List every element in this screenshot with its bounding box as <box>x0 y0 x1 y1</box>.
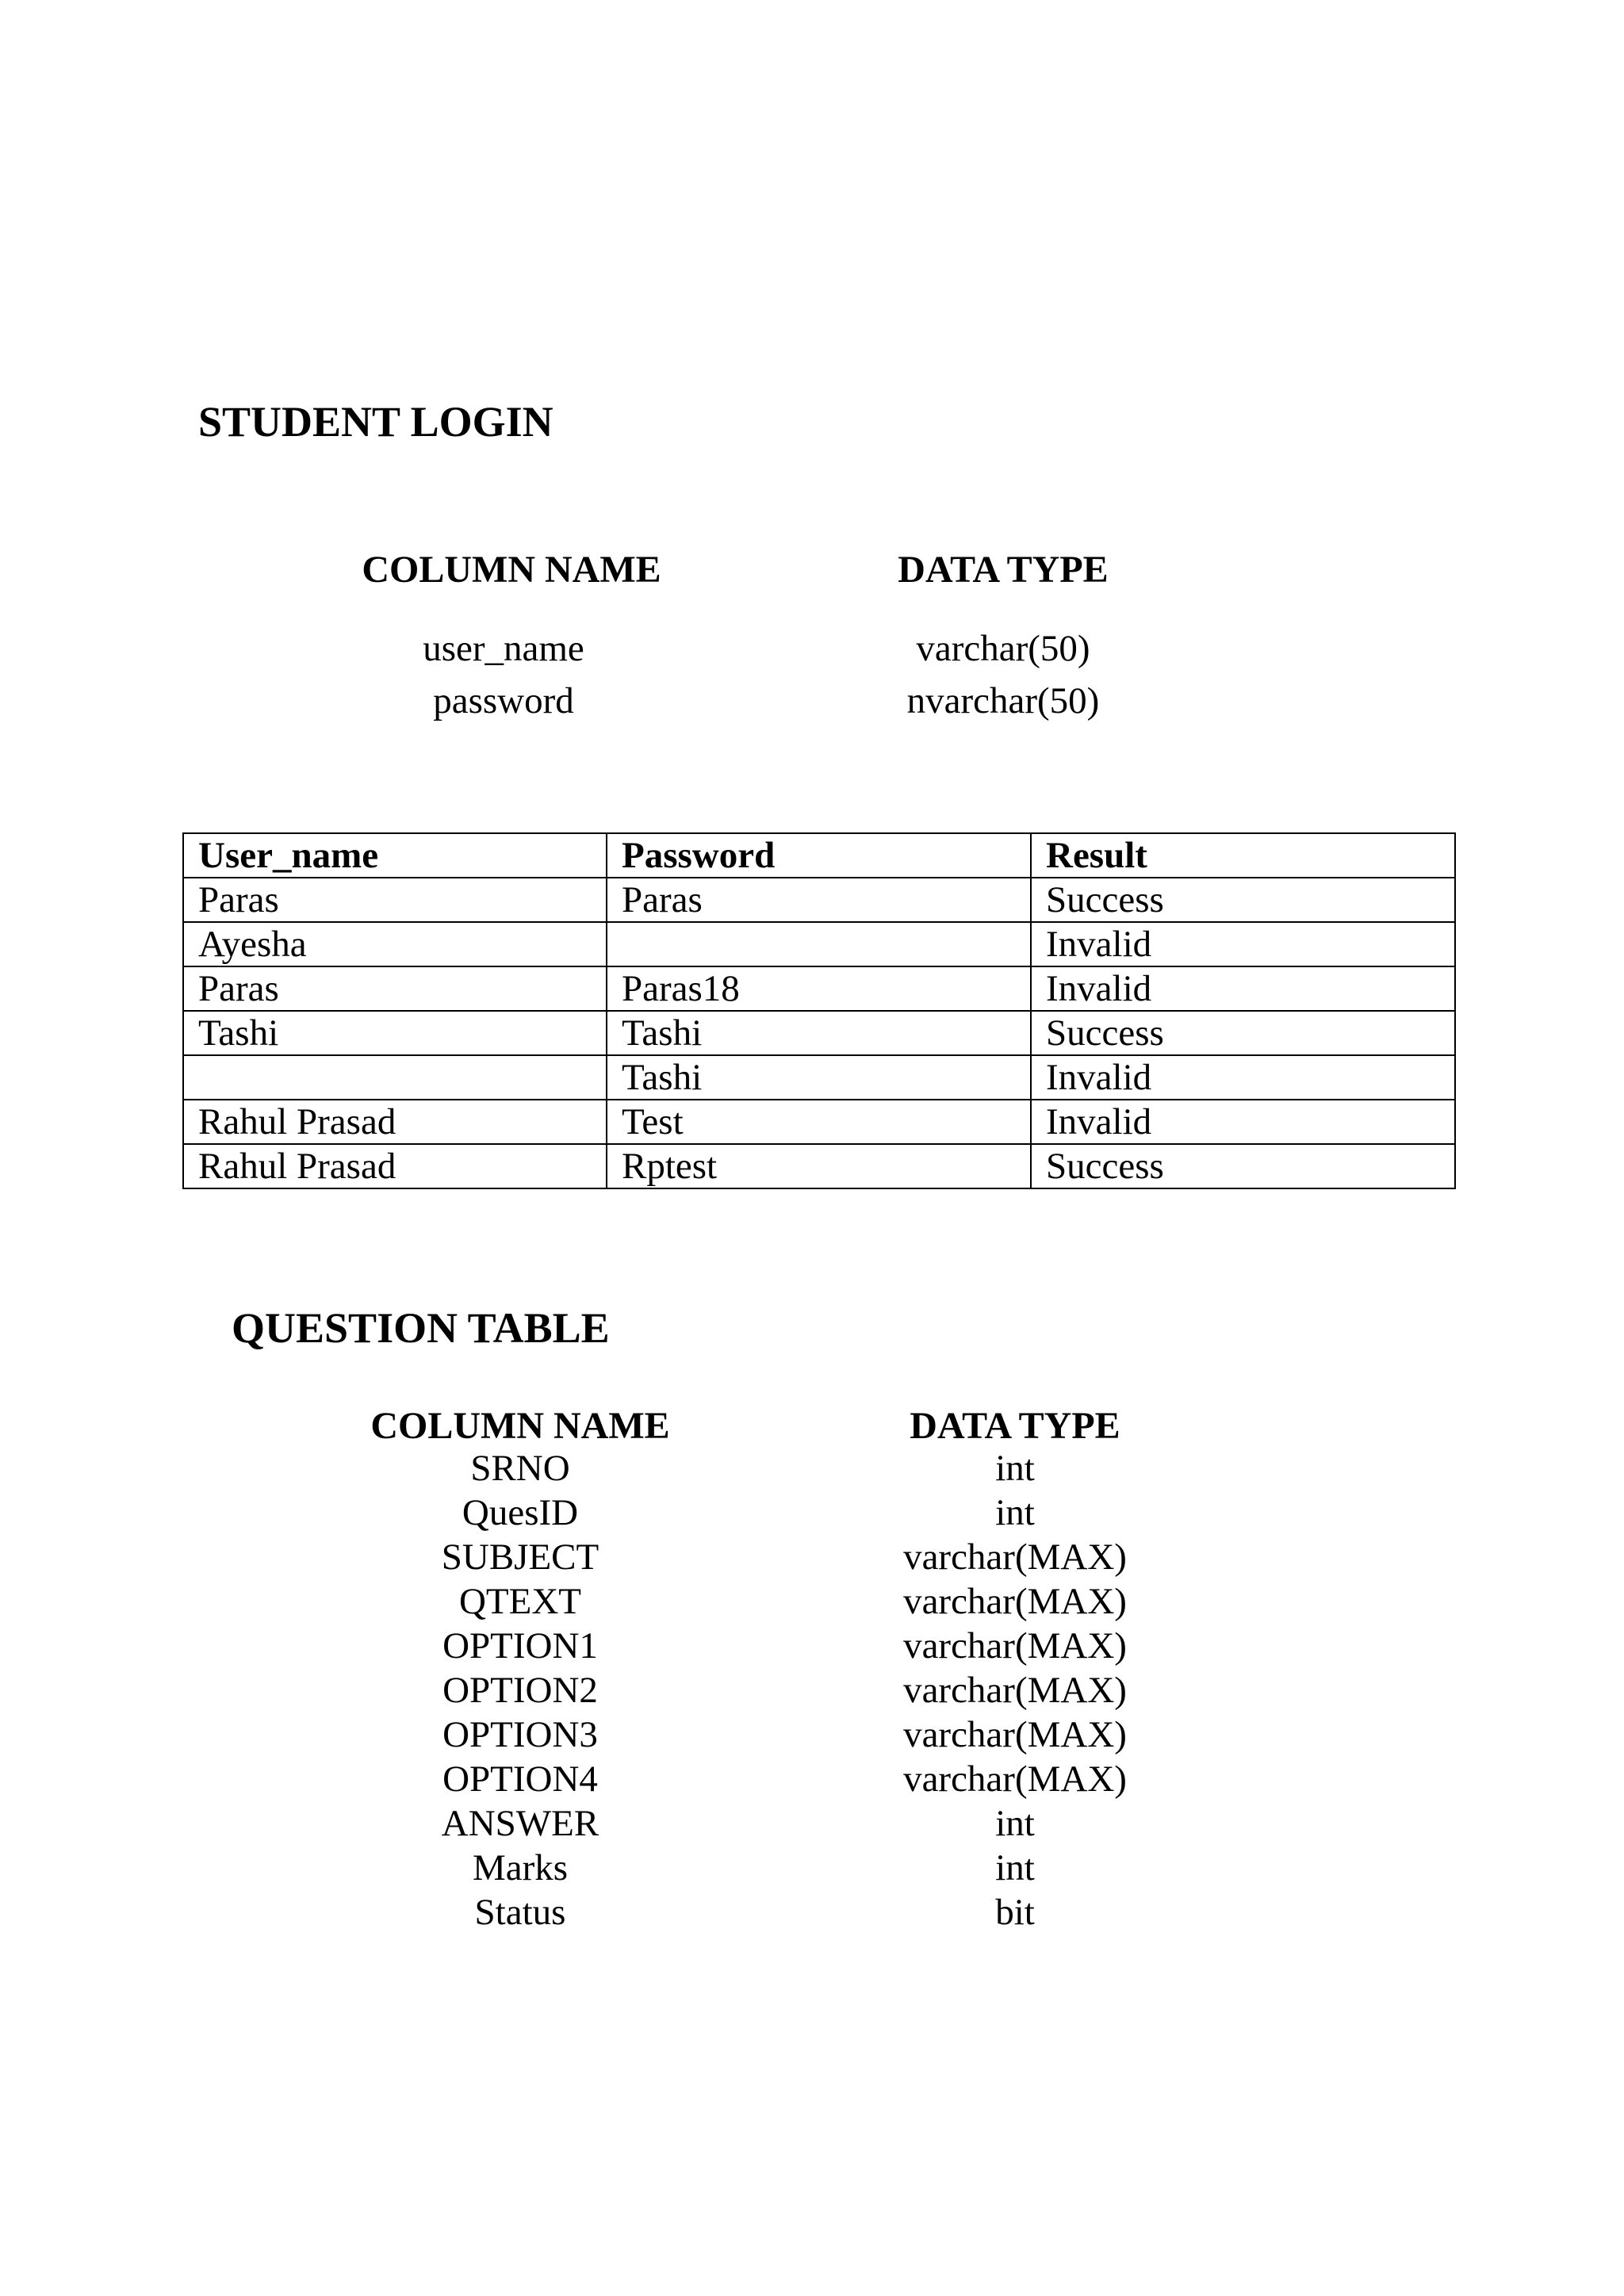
login-data-type-cell: nvarchar(50) <box>906 680 1100 721</box>
question-column-name-cell: OPTION4 <box>442 1758 598 1800</box>
login-column-name-cell: password <box>433 680 574 721</box>
cell-password: Test <box>607 1100 1031 1144</box>
question-data-type-cell: varchar(MAX) <box>903 1581 1127 1622</box>
table-header-row <box>183 833 1455 878</box>
cell-result: Invalid <box>1031 922 1455 966</box>
header-result: Result <box>1031 833 1455 878</box>
question-column-names <box>370 1446 671 1934</box>
table-row <box>183 1100 1455 1144</box>
cell-password: Tashi <box>607 1055 1031 1100</box>
question-data-type-cell: int <box>995 1803 1035 1844</box>
cell-password: Paras <box>607 878 1031 922</box>
cell-result: Invalid <box>1031 1100 1455 1144</box>
login-data-types <box>872 622 1134 727</box>
header-user-name: User_name <box>183 833 607 878</box>
question-column-name-cell: OPTION3 <box>442 1714 598 1755</box>
cell-password: Paras18 <box>607 966 1031 1011</box>
question-data-type-cell: varchar(MAX) <box>903 1670 1127 1711</box>
question-column-name-cell: OPTION2 <box>442 1670 598 1711</box>
cell-result: Success <box>1031 1011 1455 1055</box>
question-data-type-cell: varchar(MAX) <box>903 1536 1127 1578</box>
cell-result: Invalid <box>1031 966 1455 1011</box>
login-data-type-header: DATA TYPE <box>898 549 1109 591</box>
question-column-name-header: COLUMN NAME <box>370 1405 670 1447</box>
question-data-types <box>884 1446 1146 1934</box>
student-login-title: STUDENT LOGIN <box>198 398 553 446</box>
login-column-name-cell: user_name <box>423 628 584 669</box>
table-row <box>183 878 1455 922</box>
cell-user-name: Tashi <box>183 1011 607 1055</box>
question-column-name-cell: ANSWER <box>441 1803 599 1844</box>
question-table-title: QUESTION TABLE <box>232 1304 610 1352</box>
cell-user-name: Rahul Prasad <box>183 1100 607 1144</box>
question-data-type-cell: varchar(MAX) <box>903 1714 1127 1755</box>
cell-result: Success <box>1031 878 1455 922</box>
question-data-type-cell: int <box>995 1448 1035 1489</box>
question-column-name-cell: QTEXT <box>458 1581 581 1622</box>
table-row <box>183 1055 1455 1100</box>
login-column-name-header: COLUMN NAME <box>362 549 661 591</box>
cell-user-name <box>183 1055 607 1100</box>
cell-user-name: Rahul Prasad <box>183 1144 607 1188</box>
cell-password: Rptest <box>607 1144 1031 1188</box>
login-results-table <box>182 832 1456 1189</box>
cell-user-name: Paras <box>183 966 607 1011</box>
question-data-type-cell: bit <box>995 1892 1035 1933</box>
question-data-type-cell: int <box>995 1847 1035 1888</box>
question-column-name-cell: Marks <box>472 1847 569 1888</box>
question-data-type-cell: int <box>995 1492 1035 1533</box>
table-row <box>183 966 1455 1011</box>
question-column-name-cell: SUBJECT <box>441 1536 599 1578</box>
cell-password: Tashi <box>607 1011 1031 1055</box>
cell-user-name: Ayesha <box>183 922 607 966</box>
question-column-name-cell: OPTION1 <box>442 1625 598 1667</box>
question-column-name-cell: Status <box>474 1892 566 1933</box>
question-data-type-cell: varchar(MAX) <box>903 1758 1127 1800</box>
table-row <box>183 1144 1455 1188</box>
header-password: Password <box>607 833 1031 878</box>
login-column-names <box>361 622 646 727</box>
question-data-type-cell: varchar(MAX) <box>903 1625 1127 1667</box>
login-data-type-cell: varchar(50) <box>916 628 1090 669</box>
question-data-type-header: DATA TYPE <box>910 1405 1120 1447</box>
question-column-name-cell: SRNO <box>470 1448 570 1489</box>
table-row <box>183 922 1455 966</box>
table-row <box>183 1011 1455 1055</box>
cell-user-name: Paras <box>183 878 607 922</box>
question-column-name-cell: QuesID <box>462 1492 579 1533</box>
cell-result: Invalid <box>1031 1055 1455 1100</box>
cell-password <box>607 922 1031 966</box>
cell-result: Success <box>1031 1144 1455 1188</box>
